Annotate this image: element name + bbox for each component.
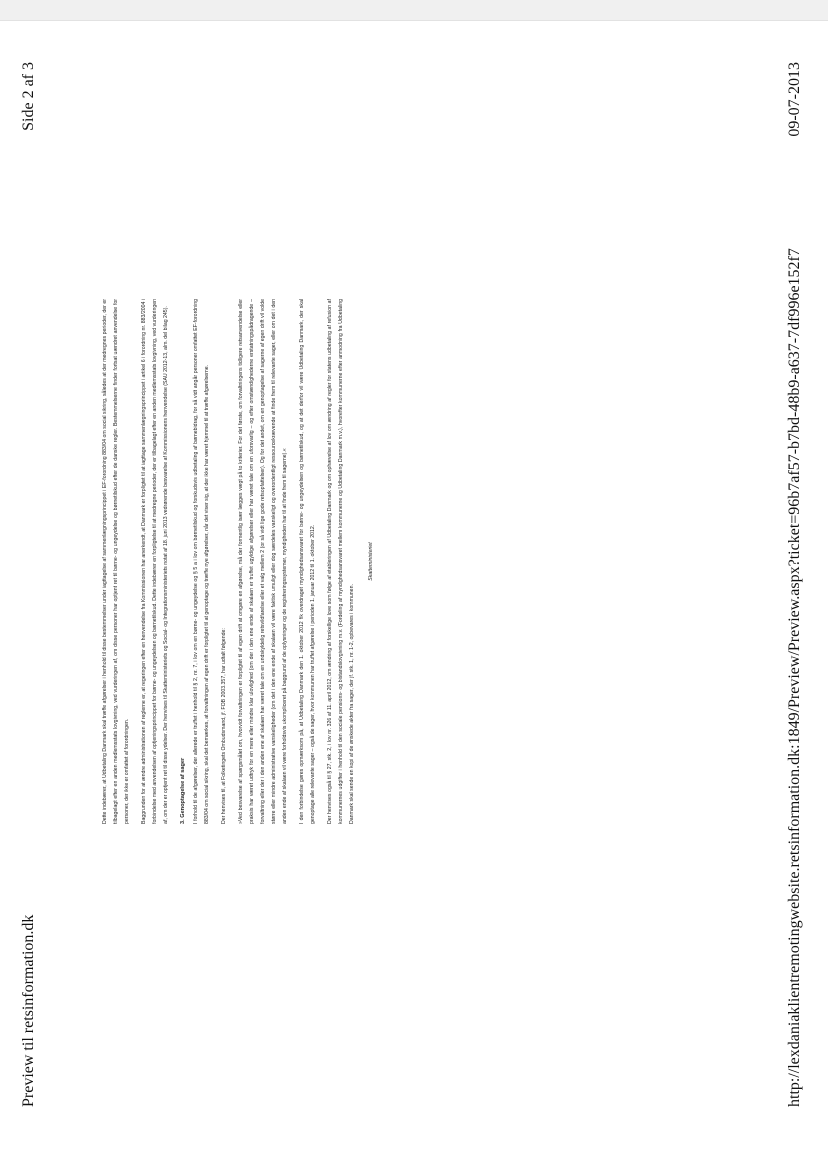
paragraph-7: Der henvises også til § 27, stk. 2, i lov nr. 326 af 11. april 2012, om ændring af forskellige love som følge af etableringen af Udbetaling Danmark og om ophævelse af lov om ændring af regler for statens udbetaling af refusion af kommunernes udgifter i henhold til den sociale pensions- og bistandslovgivning m.v. (Fordeling af myndighedsansvaret mellem kommunerne og Udbetaling Danmark m.v.), hvorefter kommunerne efter anmodning fra Udbetaling Danmark skal sende en kopi af de ønskede akter fra sager, der jf. stk. 1, nr. 1-2, opbevares i kommunen. [327,299,355,824]
footer-date: 09-07-2013 [786,62,803,137]
signature: Skatteministeriet [368,542,374,581]
quote-paragraph: »Ved besvarelse af spørgsmålet om, hvorvidt forvaltningen er forpligtet til af egen drift at omgøre en afgørelse, må der formentlig især lægges vægt på to kriterier. For det første, om forvaltningens tidligere retsanvendelse eller praksis har været udtryk for en mere eller mindre klar ulovlighed (om der i den ene ende af skalaen er truffet ugyldige afgørelser eller har været tale om en uforsvarlig – og efter omstændighederne erstatningspådragende – forvaltning eller der i den anden ene af skalaen har været tale om en undskyldelig retsvildfarelse eller et valg mellem 2 (or så vidt lige gode retsopfattelser). Og for det andet, om en genoptagelse af sagerne af egen drift vil volde større eller mindre administrative vanskeligheder (om det i den ene ende af skalaen vil være faktisk umuligt eller dog særdeles vanskeligt og overordentligt ressourcekrævende at finde frem til relevante sager, eller om det i den anden ende af skalaen vil være forholdsvis ukompliceret på baggrund af de oplysninger og de registreringssystemer, myndigheden har til at finde frem til sagerne).« [238,299,288,824]
page-header-title: Preview til retsinformation.dk [20,914,37,1107]
document-body [100,299,383,824]
paragraph-6: I den forbindelse gøres opmærksom på, at Udbetaling Danmark den 1. oktober 2012 fik overdraget myndighedsansvaret for børne- og ungeydelsen og børnetilskud, og at det derfor vil være Udbetaling Danmark, der skal genoptage alle relevante sager – også de sager, hvor kommunen har truffet afgørelse i perioden 1. januar 2012 til 1. oktober 2012. [299,299,316,824]
page-number: Side 2 af 3 [20,62,37,131]
footer-url: http://lexdaniaklientremotingwebsite.retsinformation.dk:1849/Preview/Preview.aspx?ticket=96b7af57-b7bd-48b9-a637-7df996e152f7 [786,248,803,1107]
paragraph-1: Dette indebærer, at Udbetaling Danmark skal træffe afgørelser i henhold til disse bestemmelser under iagttagelse af sammenlægningsprincippet i EF-forordning 883/04 om social sikring, således at der medregnes perioder, der er tilbagelagt efter en anden medlemsstats lovgivning, ved vurderingen af, om disse personer har optjent ret til børne- og ungeydelse og børnetilskud efter de danske regler. Bestemmelserne finder fortsat uændret anvendelse for personer, der ikke er omfattet af forordningen. [102,299,130,824]
section-heading: 3. Genoptagelse af sager [180,757,186,824]
paragraph-2: Baggrunden for at ændre administrationen af reglerne er, at regeringen efter en henvendelse fra Kommissionen har anerkendt, at Danmark er forpligtet til at iagttage sammenlægningsprincippet i artikel 6 i forordning nr. 883/2004 i forbindelse med anvendelsen af optjeningsprincippet for børne- og ungeydelsen og børnetilskud. Dette indebærer en forpligtelse til at medregne perioder, der er tilbagelagt efter en anden medlemsstats lovgivning, ved vurderingen af, om der er optjent ret til disse ydelser. Der henvises til Skatteministeriets og Social- og Integrationsministeriets notat af 18. juni 2013 vedrørende besvarelse af Kommissionens henvendelse (SAU 2012-13, alm. del bilag 245). [141,299,169,824]
paragraph-3: I forhold til de afgørelser, der allerede er truffet i henhold til § 2, nr. 7, i lov om en børne- og ungeydelse og § 5 a i lov om børnetilskud og forskudsvis udbetaling af børnebidrag, for så vidt angår personer omfattet EF-forordning 883/04 om social sikring, skal det bemærkes, at forvaltningen af egen drift er forpligtet til at genoptage og træffe nye afgørelser, når det viser sig, at der ikke har været hjemmel til at træffe afgørelserne. [193,299,210,824]
paragraph-4: Der henvises til, at Folketingets Ombudsmand, jf. FOB 2003.357, har udtalt følgende: [221,628,227,824]
